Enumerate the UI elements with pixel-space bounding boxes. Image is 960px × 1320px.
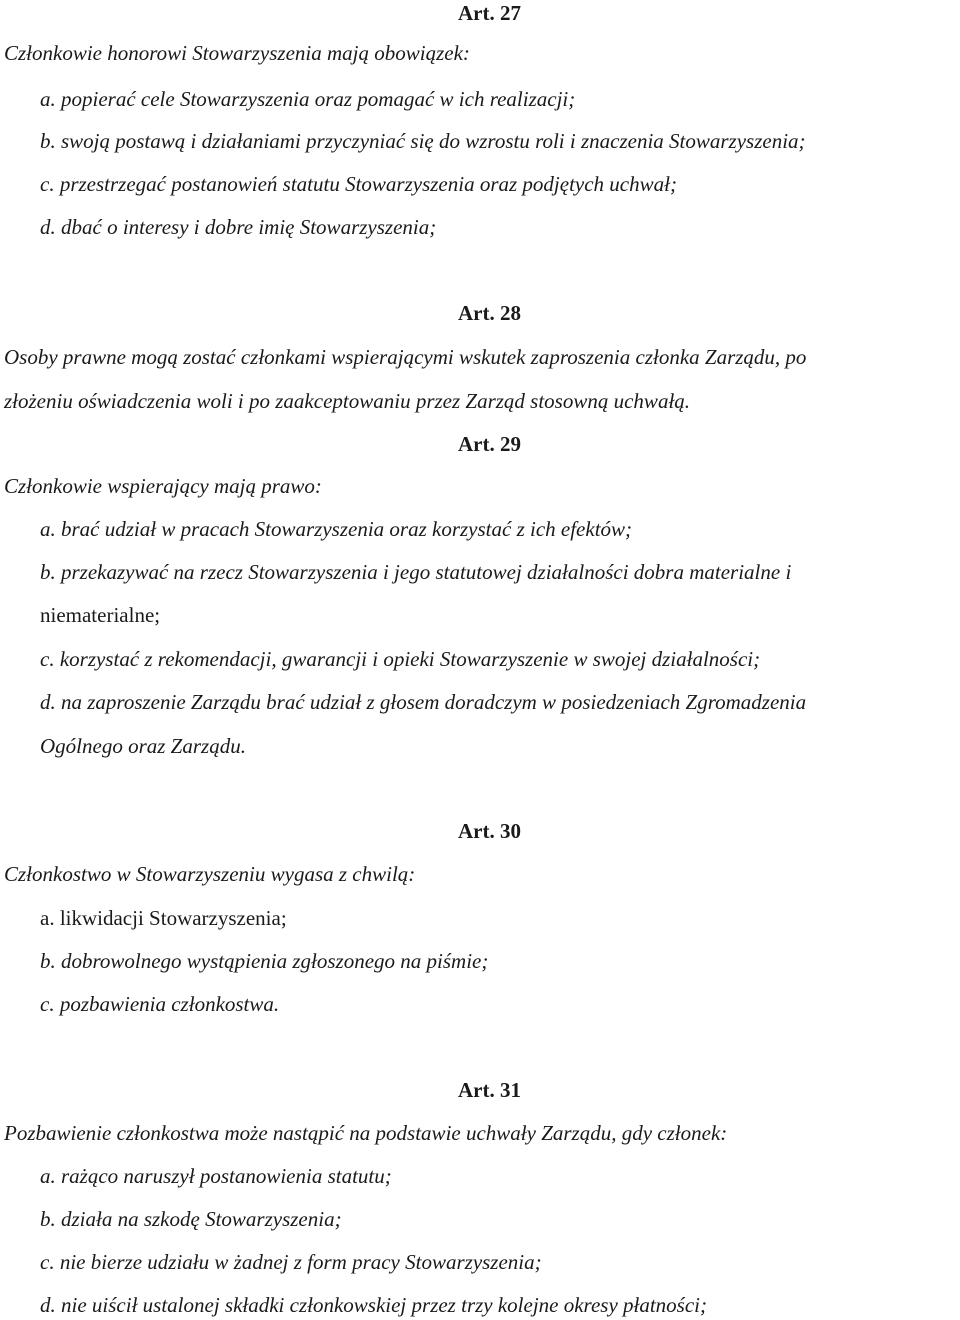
article-27-item-b: b. swoją postawą i działaniami przyczyniać się do wzrostu roli i znaczenia Stowarzyszenia; [40,129,806,153]
article-27-item-d: d. dbać o interesy i dobre imię Stowarzyszenia; [40,215,437,239]
article-31-intro: Pozbawienie członkostwa może nastąpić na podstawie uchwały Zarządu, gdy członek: [4,1121,728,1145]
article-number: 27 [499,1,521,25]
article-28-line-2: złożeniu oświadczenia woli i po zaakceptowaniu przez Zarząd stosowną uchwałą. [4,389,691,413]
article-31-item-b: b. działa na szkodę Stowarzyszenia; [40,1207,342,1231]
article-29-item-a: a. brać udział w pracach Stowarzyszenia oraz korzystać z ich efektów; [40,517,633,541]
article-27-heading [458,0,521,26]
article-27-intro: Członkowie honorowi Stowarzyszenia mają obowiązek: [4,41,470,65]
article-27-item-c: c. przestrzegać postanowień statutu Stowarzyszenia oraz podjętych uchwał; [40,172,677,196]
article-31-item-c: c. nie bierze udziału w żadnej z form pracy Stowarzyszenia; [40,1250,542,1274]
article-29-item-c: c. korzystać z rekomendacji, gwarancji i opieki Stowarzyszenie w swojej działalności; [40,647,761,671]
article-30-heading [458,818,521,844]
article-29-item-d: d. na zaproszenie Zarządu brać udział z głosem doradczym w posiedzeniach Zgromadzenia [40,690,807,714]
article-28-heading [458,300,521,326]
article-label: Art. [458,1,495,25]
article-number: 29 [499,432,521,456]
article-label: Art. [458,301,495,325]
article-30-item-c: c. pozbawienia członkostwa. [40,992,280,1016]
article-31-item-d: d. nie uiścił ustalonej składki członkowskiej przez trzy kolejne okresy płatności; [40,1293,708,1317]
article-label: Art. [458,819,495,843]
article-29-item-b-cont: niematerialne; [40,603,161,627]
article-label: Art. [458,432,495,456]
article-30-intro: Członkostwo w Stowarzyszeniu wygasa z chwilą: [4,862,416,886]
article-29-heading [458,431,521,457]
article-31-heading [458,1077,521,1103]
article-label: Art. [458,1078,495,1102]
article-29-item-b: b. przekazywać na rzecz Stowarzyszenia i jego statutowej działalności dobra materialne i [40,560,792,584]
article-number: 30 [499,819,521,843]
article-27-item-a: a. popierać cele Stowarzyszenia oraz pomagać w ich realizacji; [40,87,576,111]
article-29-intro: Członkowie wspierający mają prawo: [4,474,322,498]
article-31-item-a: a. rażąco naruszył postanowienia statutu; [40,1164,392,1188]
article-number: 28 [499,301,521,325]
article-29-item-d-cont: Ogólnego oraz Zarządu. [40,734,246,758]
article-number: 31 [499,1078,521,1102]
article-30-item-b: b. dobrowolnego wystąpienia zgłoszonego na piśmie; [40,949,489,973]
article-30-item-a: a. likwidacji Stowarzyszenia; [40,906,287,930]
article-28-line-1: Osoby prawne mogą zostać członkami wspierającymi wskutek zaproszenia członka Zarządu, po [4,345,807,369]
